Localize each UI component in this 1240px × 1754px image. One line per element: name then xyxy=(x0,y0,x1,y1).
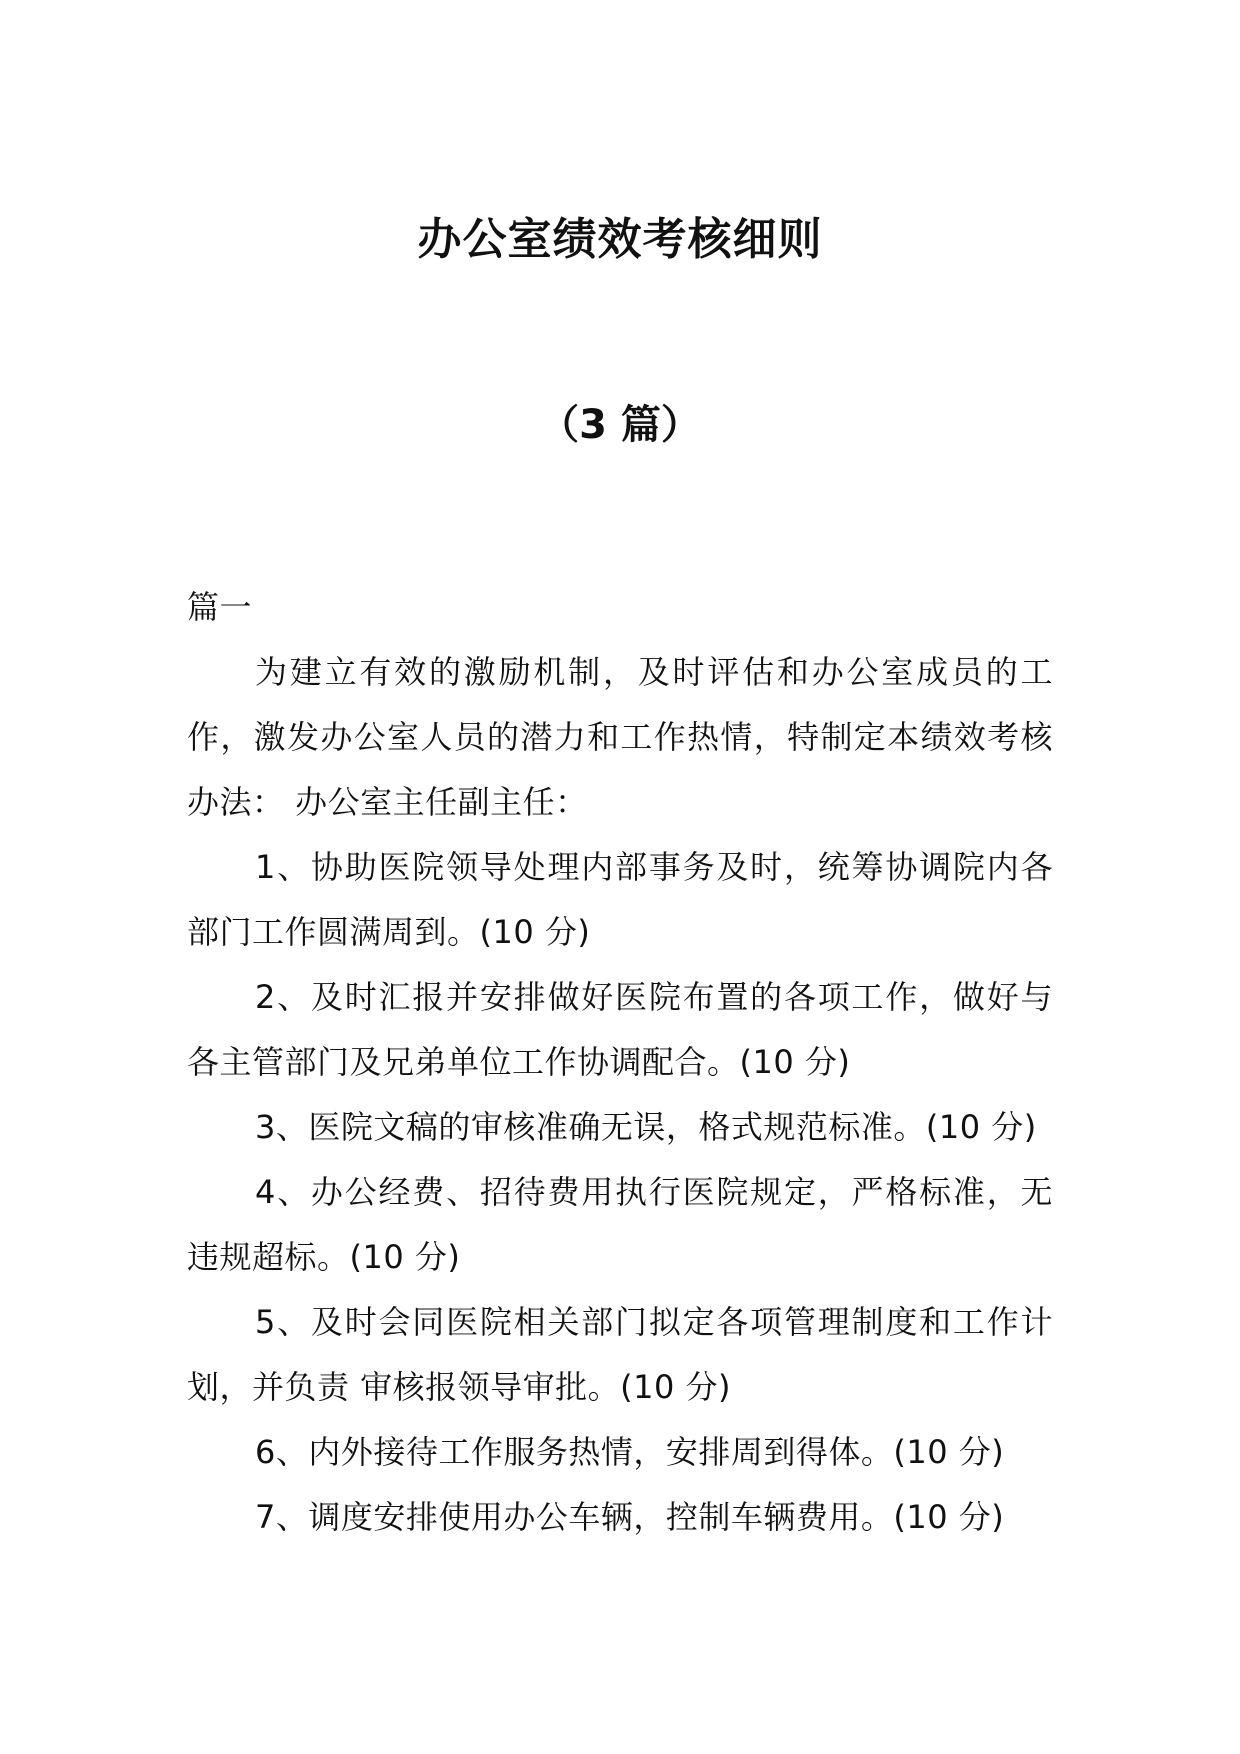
list-item-3: 3、医院文稿的审核准确无误，格式规范标准。(10 分) xyxy=(255,1108,1037,1146)
list-item-2: 2、及时汇报并安排做好医院布置的各项工作，做好与各主管部门及兄弟单位工作协调配合。(10 分) xyxy=(187,978,1053,1081)
section-label: 篇一 xyxy=(187,588,253,626)
document-body xyxy=(187,575,1053,1550)
list-item-1: 1、协助医院领导处理内部事务及时，统筹协调院内各部门工作圆满周到。(10 分) xyxy=(187,848,1053,951)
list-item-7: 7、调度安排使用办公车辆，控制车辆费用。(10 分) xyxy=(255,1498,1005,1536)
document-title: 办公室绩效考核细则 xyxy=(417,214,823,265)
document-subtitle: （3 篇） xyxy=(539,402,701,448)
intro-paragraph: 为建立有效的激励机制，及时评估和办公室成员的工作，激发办公室人员的潜力和工作热情，特制定本绩效考核办法： 办公室主任副主任： xyxy=(187,653,1053,821)
list-item-4: 4、办公经费、招待费用执行医院规定，严格标准，无违规超标。(10 分) xyxy=(187,1173,1053,1276)
list-item-5: 5、及时会同医院相关部门拟定各项管理制度和工作计划，并负责 审核报领导审批。(10 分) xyxy=(187,1303,1053,1406)
list-item-6: 6、内外接待工作服务热情，安排周到得体。(10 分) xyxy=(255,1433,1005,1471)
